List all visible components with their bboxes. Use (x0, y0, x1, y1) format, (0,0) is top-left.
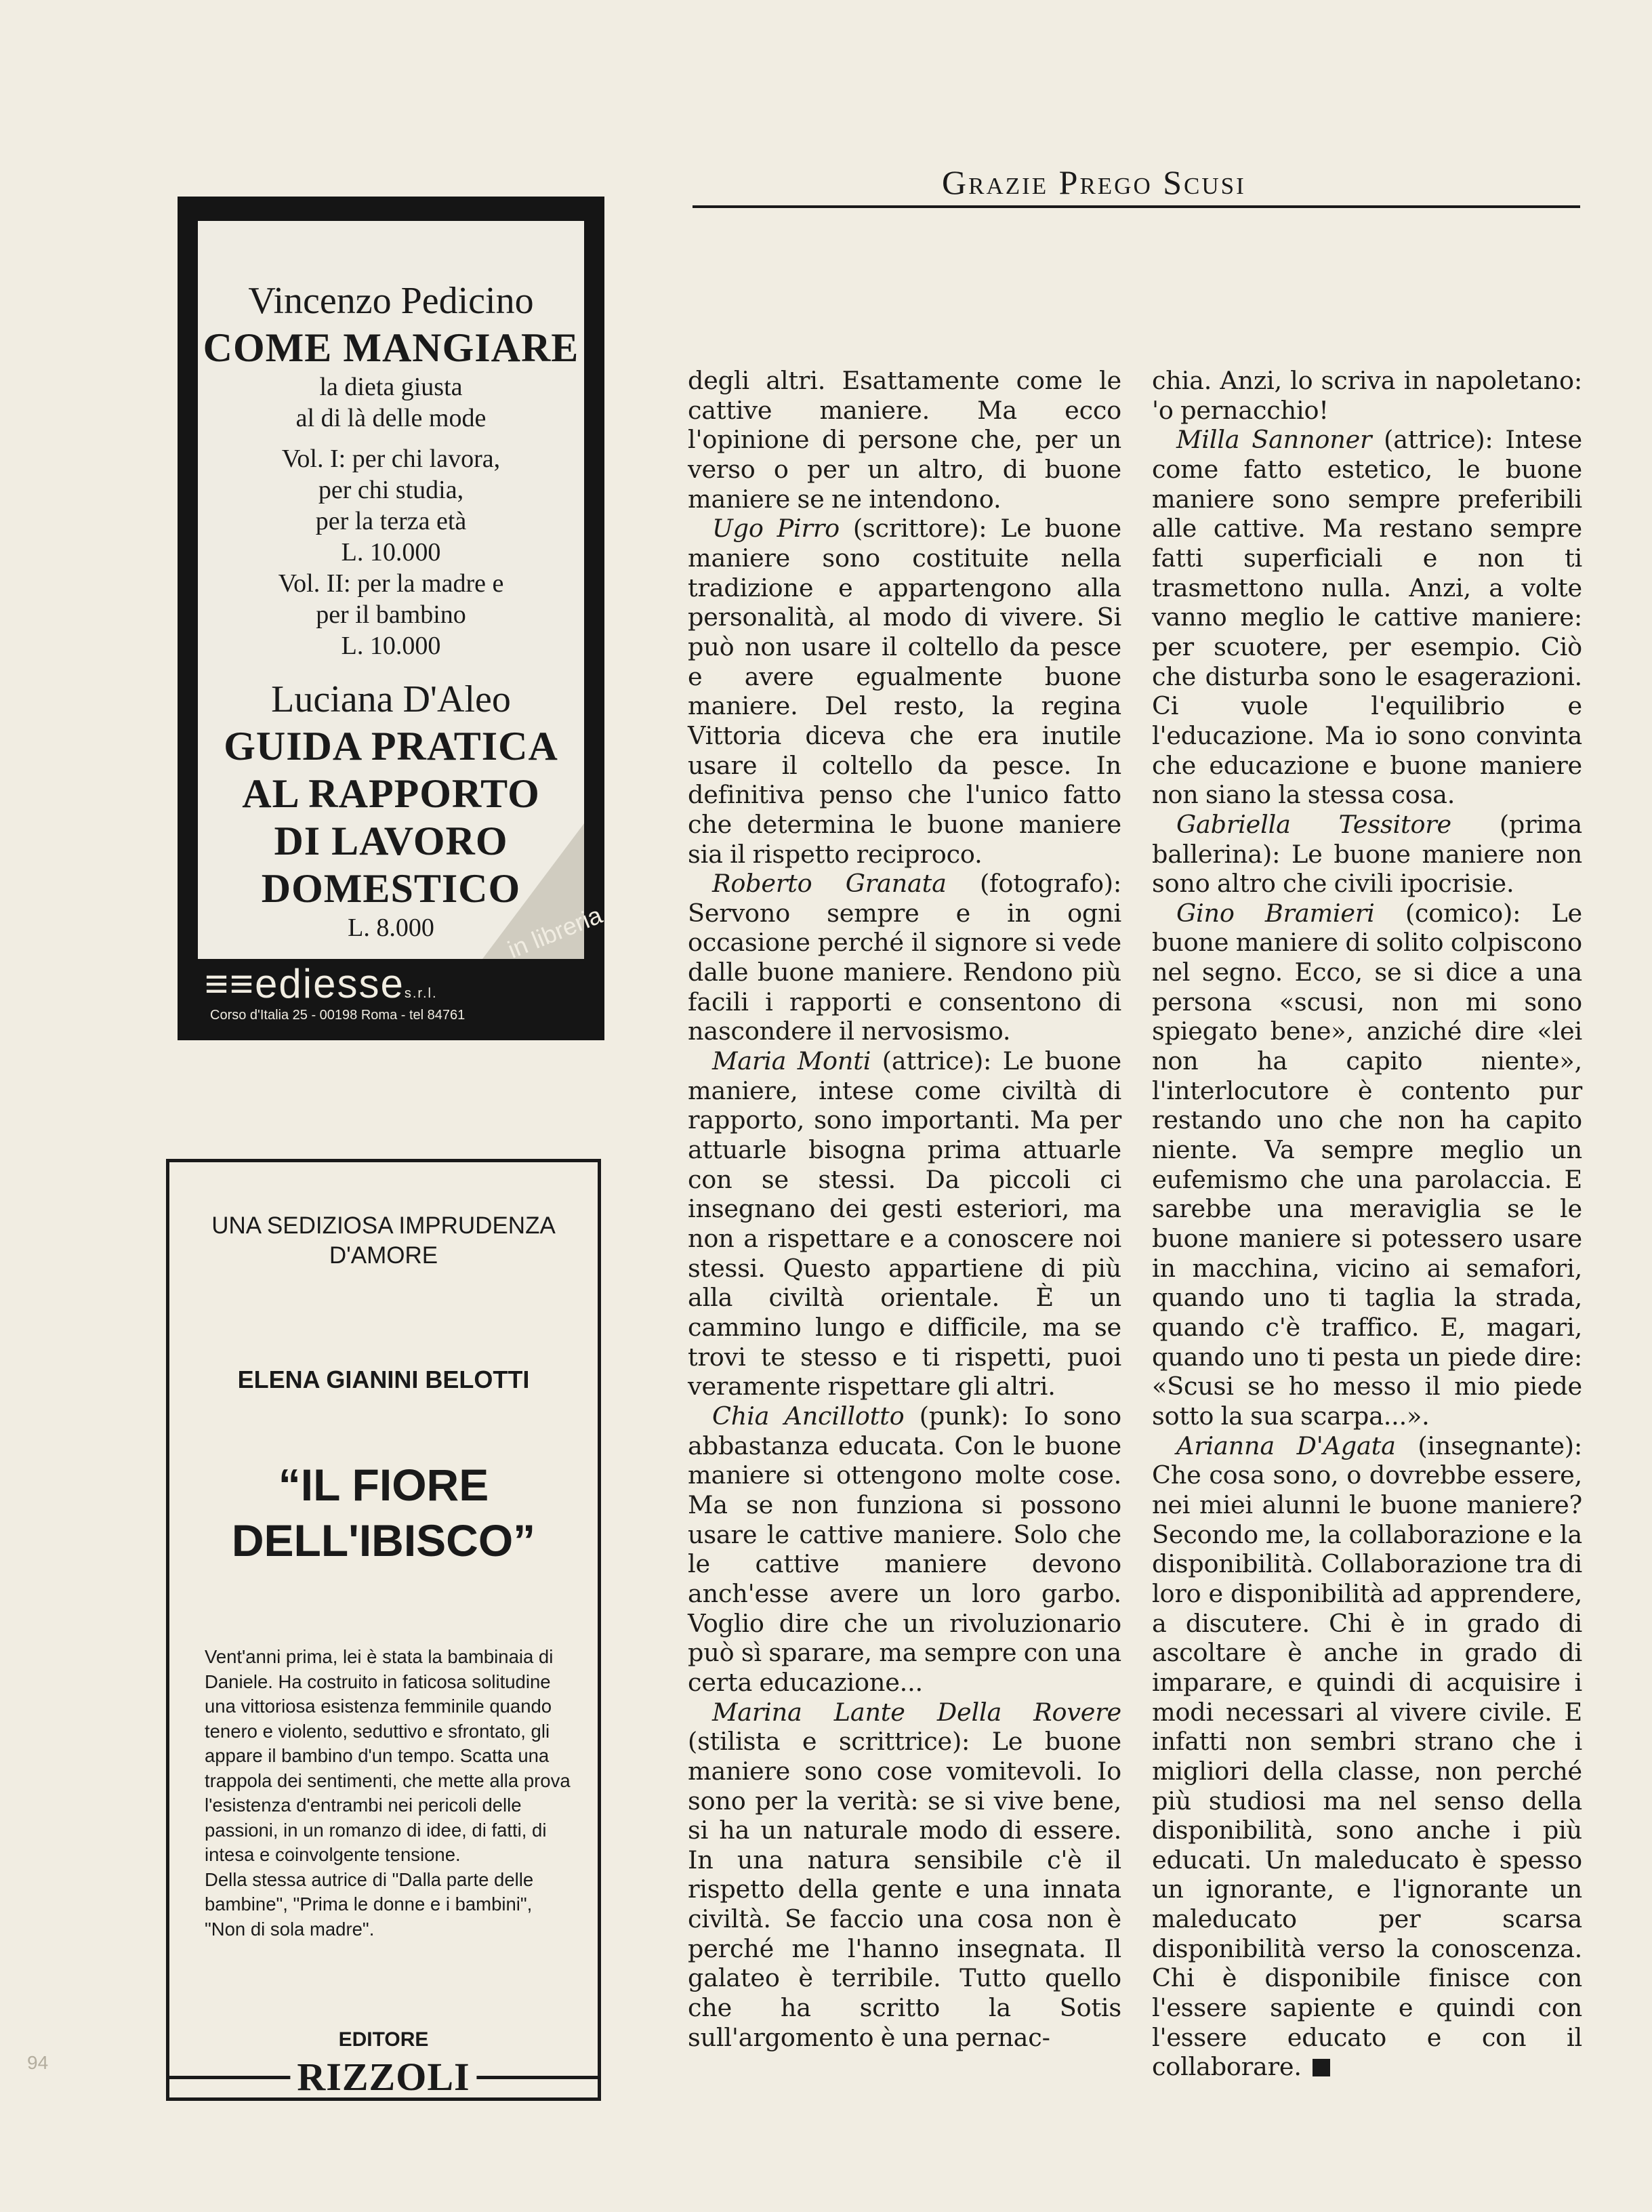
header-rule (693, 205, 1580, 208)
section-title: Grazie Prego Scusi (942, 163, 1246, 201)
interview-text: (attrice): Le buone maniere, intese come civiltà di rapporto, sono importanti. Ma per attuarle bisogna prima attuarle con se stessi. Da piccoli ci insegnano dei gesti esteriori, ma non a rispettare e a conoscere noi stessi. Questo appartiene di più alla civiltà orientale. È un cammino lungo e difficile, ma se trovi te stesso e ti rispetti, puoi veramente rispettare gli altri. (688, 1046, 1121, 1401)
ad-rizzoli-subhead (169, 1211, 598, 1271)
interviewee-name: Ugo Pirro (712, 514, 840, 544)
ad-vol2-line: per il bambino (316, 600, 466, 629)
subhead-line: UNA SEDIZIOSA IMPRUDENZA (211, 1212, 556, 1239)
interviewee-name: Maria Monti (712, 1046, 871, 1076)
ad-vol1-line: per chi studia, (318, 476, 464, 504)
subhead-line: D'AMORE (329, 1242, 438, 1269)
page-number: 94 (27, 2052, 49, 2073)
ediesse-srl: s.r.l. (404, 986, 438, 1001)
interviewee-name: Gabriella Tessitore (1176, 809, 1452, 839)
ad-vol2-line: Vol. II: per la madre e (278, 569, 504, 598)
ediesse-logo (205, 960, 438, 1007)
interviewee-name: Chia Ancillotto (712, 1401, 905, 1431)
ad-vol1-line: per la terza età (315, 507, 467, 535)
ad-title-guida-line: DI LAVORO (274, 819, 508, 863)
article-paragraph (1152, 810, 1582, 899)
ediesse-mark-icon: ≡≡ (205, 961, 255, 1006)
ad-ediesse (178, 197, 604, 1040)
ad-rizzoli-publisher-bar (166, 2055, 601, 2099)
in-libreria-badge: in libreria (503, 901, 606, 964)
ad-vol2-price: L. 10.000 (341, 632, 441, 660)
article-column-2 (1152, 366, 1582, 2082)
blurb-paragraph: Della stessa autrice di "Dalla parte delle bambine", "Prima le donne e i bambini", "Non di sola madre". (205, 1868, 534, 1940)
article-paragraph (688, 514, 1121, 869)
interview-text: (attrice): Intese come fatto estetico, le buone maniere sono sempre preferibili alle cattive. Ma restano sempre fatti superficiali e non ti trasmettono nulla. Anzi, a volte vanno meglio le cattive maniere: per scuotere, per esempio. Ciò che disturba sono le esagerazioni. Ci vuole l'equilibrio e l'educazione. Ma io sono convinta che educazione e buone maniere non siano la stessa cosa. (1152, 425, 1582, 810)
interview-text: (punk): Io sono abbastanza educata. Con le buone maniere si ottengono molte cose. Ma se non funziona si possono usare le cattive maniere. Solo che le cattive maniere devono anch'esse avere un loro garbo. Voglio dire che un rivoluzionario può sì sparare, ma sempre con una certa educazione... (688, 1401, 1121, 1697)
ad-vol1-line: Vol. I: per chi lavora, (281, 445, 501, 473)
ad-title2-price: L. 8.000 (348, 914, 434, 942)
ad-ediesse-panel (198, 221, 584, 959)
article-paragraph (1152, 899, 1582, 1431)
end-of-article-mark (1313, 2059, 1330, 2076)
ad-subtitle-line: al di là delle mode (295, 404, 487, 432)
ad-rizzoli-book-title (169, 1457, 598, 1568)
interview-text: (fotografo): Servono sempre e in ogni occasione perché il signore si vede dalle buone maniere. Rendono più facili i rapporti e consentono di nascondere il nervosismo. (688, 869, 1121, 1046)
article-paragraph (688, 1046, 1121, 1401)
ad-rizzoli-blurb (205, 1645, 571, 1942)
interview-text: (stilista e scrittrice): Le buone maniere sono cose vomitevoli. Io sono per la verità: se si vive bene, si ha un naturale modo di essere. In una natura sensibile c'è il rispetto della gente e una innata civiltà. Se faccio una cosa non è perché me l'hanno insegnata. Il galateo è terribile. Tutto quello che ha scritto la Sotis sull'argomento è una pernac- (688, 1727, 1121, 2052)
article-paragraph (688, 1698, 1121, 2053)
interviewee-name: Arianna D'Agata (1176, 1431, 1396, 1460)
interview-text: (scrittore): Le buone maniere sono costituite nella tradizione e appartengono alla personalità, al modo di vivere. Si può non usare il coltello da pesce e avere egualmente buone maniere. Del resto, la regina Vittoria diceva che era inutile usare il coltello da pesce. In definitiva penso che l'unico fatto che determina le buone maniere sia il rispetto reciproco. (688, 514, 1121, 869)
interview-text: (prima ballerina): Le buone maniere non sono altro che civili ipocrisie. (1152, 809, 1583, 899)
book-title-line: DELL'IBISCO” (231, 1515, 536, 1565)
ad-title-guida-line: DOMESTICO (261, 866, 521, 911)
article-column-1 (688, 366, 1121, 2052)
article-paragraph: chia. Anzi, lo scriva in napoletano: 'o pernacchio! (1152, 366, 1582, 425)
ad-vol1-price: L. 10.000 (341, 538, 441, 567)
ad-author-daleo: Luciana D'Aleo (271, 678, 511, 720)
ad-author-pedicino: Vincenzo Pedicino (248, 280, 534, 322)
article-paragraph (688, 1401, 1121, 1698)
interviewee-name: Roberto Granata (712, 869, 947, 899)
ad-title-guida-line: AL RAPPORTO (242, 771, 540, 816)
interviewee-name: Marina Lante Della Rovere (712, 1697, 1121, 1727)
ediesse-wordmark: ediesse (255, 961, 405, 1006)
ad-title-guida-line: GUIDA PRATICA (224, 724, 558, 769)
interviewee-name: Gino Bramieri (1176, 898, 1375, 928)
article-paragraph: degli altri. Esattamente come le cattive maniere. Ma ecco l'opinione di persone che, per un verso o per un altro, di buone maniere se ne intendono. (688, 366, 1121, 514)
book-title-line: “IL FIORE (278, 1460, 489, 1510)
ad-title-come-mangiare: COME MANGIARE (203, 325, 579, 370)
interview-text: (insegnante): Che cosa sono, o dovrebbe essere, nei miei alunni le buone maniere? Secondo me, la collaborazione e la disponibilità. Collaborazione tra di loro e disponibilità ad apprendere, a discutere. Chi è in grado di ascoltare è anche in grado di imparare, e quindi di acquisire i modi necessari al vivere civile. E infatti non sembri strano che i migliori della classe, non perché più studiosi ma nel senso della disponibilità, sono anche i più educati. Un maleducato è spesso un ignorante, e l'ignorante un maleducato per scarsa disponibilità verso la conoscenza. Chi è disponibile finisce con l'essere sapiente e quindi con l'essere educato e con il collaborare. (1152, 1431, 1582, 2082)
article-paragraph (1152, 1431, 1582, 2082)
blurb-paragraph: Vent'anni prima, lei è stata la bambinaia di Daniele. Ha costruito in faticosa solitudine una vittoriosa esistenza femminile quando tenero e violento, seduttivo e sfrontato, gli appare il bambino d'un tempo. Scatta una trappola dei sentimenti, che mette alla prova l'esistenza d'entrambi nei pericoli delle passioni, in un romanzo di idee, di fatti, di intesa e coinvolgente tensione. (205, 1646, 571, 1865)
ad-rizzoli (166, 1159, 601, 2101)
article-paragraph (688, 869, 1121, 1046)
ad-rizzoli-editore: EDITORE (338, 2028, 429, 2051)
interviewee-name: Milla Sannoner (1176, 425, 1372, 455)
interview-text: (comico): Le buone maniere di solito colpiscono nel segno. Ecco, se si dice a una persona «scusi, non mi sono spiegato bene», anziché dire «lei non ha capito niente», l'interlocutore è contento pur restando uno che non ha capito niente. Va sempre meglio un eufemismo che una parolaccia. E sarebbe una meraviglia se le buone maniere si potessero usare in macchina, vicino ai semafori, quando uno ti taglia la strada, quando c'è traffico. E, magari, quando uno ti pesta un piede dire: «Scusi se ho messo il mio piede sotto la sua scarpa...». (1152, 898, 1582, 1431)
rizzoli-logo: RIZZOLI (290, 2058, 476, 2096)
ad-subtitle-line: la dieta giusta (319, 373, 463, 401)
ediesse-address: Corso d'Italia 25 - 00198 Roma - tel 84761 (210, 1008, 466, 1023)
ad-rizzoli-author: ELENA GIANINI BELOTTI (237, 1366, 530, 1393)
article-paragraph (1152, 425, 1582, 810)
